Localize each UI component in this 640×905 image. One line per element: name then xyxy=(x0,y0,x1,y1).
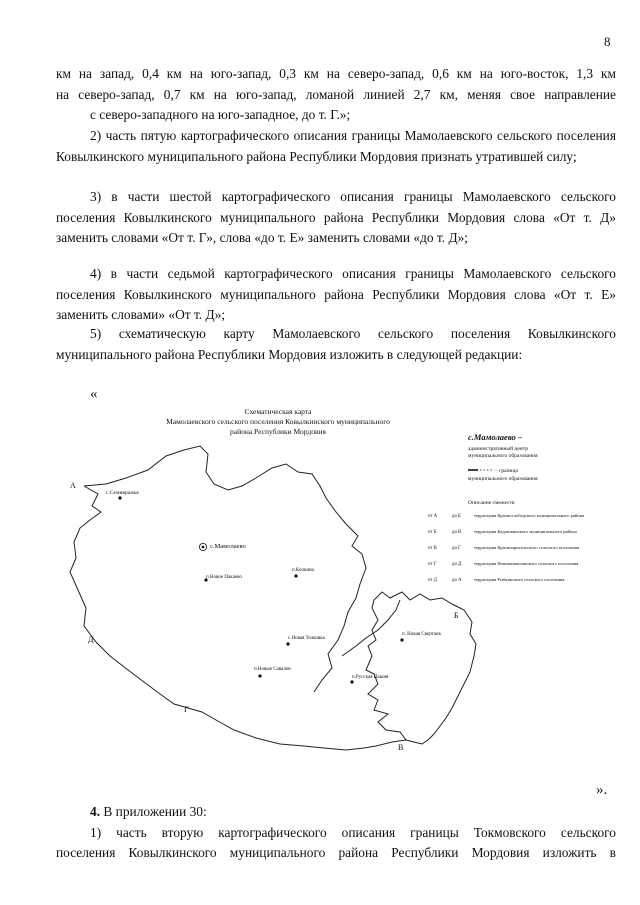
legend-center-desc: муниципального образования xyxy=(468,453,538,459)
settlement-label: п.Новые Савалеи xyxy=(254,667,291,672)
settlement-label: с.Новая Толковка xyxy=(288,636,325,641)
settlement-marker xyxy=(294,574,297,577)
map-legend xyxy=(428,432,584,583)
legend-border-label: – граница xyxy=(495,468,518,474)
settlement-label: с.Семивражье xyxy=(106,490,139,496)
settlement-marker xyxy=(400,638,403,641)
point-d-label: Д xyxy=(88,635,94,644)
point-g-label: Г xyxy=(184,705,189,714)
point-v-label: В xyxy=(398,743,404,752)
legend-row-text: территория Новомамангинского сельского поселения xyxy=(474,561,579,566)
item-2-text: 2) часть пятую картографического описания границы Мамолаевского сельского поселения Ковылкинского муниципального района Республики Мордовия признать утратившей силу; xyxy=(56,128,616,164)
item-4-paragraph xyxy=(56,264,616,326)
legend-row-to: до Б xyxy=(452,514,461,519)
section-4-number: 4. xyxy=(90,804,101,819)
boundary-line xyxy=(84,446,366,692)
continuation-paragraph xyxy=(56,64,616,126)
item-3-paragraph xyxy=(56,187,616,249)
closing-quote: ». xyxy=(596,782,608,798)
boundary-points xyxy=(70,481,462,752)
legend-center-desc: административный центр xyxy=(468,446,528,452)
legend-row-text: территория Красноприсельского сельского поселения xyxy=(474,545,580,550)
point-b-label: Б xyxy=(454,611,459,620)
item-5-text: 5) схематическую карту Мамолаевского сельского поселения Ковылкинского муниципального района Республики Мордовия изложить в следующей редакции: xyxy=(56,326,616,362)
legend-row-from: от Д xyxy=(428,578,437,583)
section-4-title: В приложении 30: xyxy=(100,804,207,819)
legend-row-to: до В xyxy=(452,530,462,535)
legend-row-from: от Г xyxy=(428,562,437,567)
item-5-paragraph xyxy=(56,324,616,365)
settlements xyxy=(106,490,441,684)
settlement-label: п.Русская Пашня xyxy=(352,675,389,680)
legend-row-from: от В xyxy=(428,546,437,551)
section-4-item-1-line: поселения Ковылкинского муниципального района Республики Мордовия изложить в xyxy=(56,845,616,860)
map-title-line: Схематическая карта xyxy=(244,407,312,416)
settlement-marker xyxy=(258,674,261,677)
legend-row-text: территория Кадошкинского муниципального района xyxy=(474,529,577,534)
opening-quote: « xyxy=(90,386,98,402)
text-line: на северо-запад, 0,7 км на юго-запад, ломаной линией 2,7 км, меняя свое направление xyxy=(56,86,616,102)
settlement-label: п. Новая Свертаев xyxy=(402,632,441,637)
legend-desc-title: Описание смежеств xyxy=(468,500,515,506)
map-title-line: Мамолаевского сельского поселения Ковылкинского муниципального xyxy=(166,417,390,426)
section-4-heading xyxy=(56,802,616,823)
internal-boundary xyxy=(342,600,400,656)
legend-row-to: до Д xyxy=(452,562,462,567)
legend-border-desc: муниципального образования xyxy=(468,476,538,482)
legend-row-to: до А xyxy=(452,578,462,583)
map-title-line: района Республики Мордовия xyxy=(229,427,327,436)
legend-center-name: с.Мамолаево – xyxy=(468,432,523,442)
item-4-text: 4) в части седьмой картографического описания границы Мамолаевского сельского поселения Ковылкинского муниципального района Республики Мордовия слова «От т. Е» заменить словами» «От т. Д»; xyxy=(56,266,616,322)
legend-row-to: до Г xyxy=(452,546,461,551)
legend-row-text: территория Краснослободского муниципального района xyxy=(474,513,585,518)
page-number: 8 xyxy=(604,34,611,49)
admin-center-label: с.Мамолаево xyxy=(210,543,246,550)
legend-row-from: от А xyxy=(428,514,438,519)
section-4 xyxy=(56,802,616,864)
settlement-label: п.Новое Пакаево xyxy=(206,575,242,580)
item-2-paragraph xyxy=(56,126,616,167)
item-3-text: 3) в части шестой картографического описания границы Мамолаевского сельского поселения Ковылкинского муниципального района Республики Мордовия слова «От т. Д» заменить словами «От т. Г», слова «до т. Е» заменить словами «до т. Д»; xyxy=(56,189,616,245)
legend-row-text: территория Рыбкинского сельского поселения xyxy=(474,577,565,582)
admin-center-marker xyxy=(202,546,205,549)
boundary-line xyxy=(70,486,476,750)
schematic-map xyxy=(56,394,616,774)
settlement-label: п.Кочкино xyxy=(292,568,315,573)
settlement-marker xyxy=(286,642,289,645)
section-4-item-1-line: 1) часть вторую картографического описания границы Токмовского сельского xyxy=(90,824,616,840)
point-a-label: А xyxy=(70,481,76,490)
map-title xyxy=(166,407,390,436)
settlement-marker xyxy=(118,496,121,499)
settlement-marker xyxy=(350,680,353,683)
text-line: с северо-западного на юго-западное, до т. Г.»; xyxy=(90,107,351,122)
text-line: км на запад, 0,4 км на юго-запад, 0,3 км на северо-запад, 0,6 км на юго-восток, 1,3 км xyxy=(56,66,616,81)
legend-row-from: от Б xyxy=(428,530,437,535)
